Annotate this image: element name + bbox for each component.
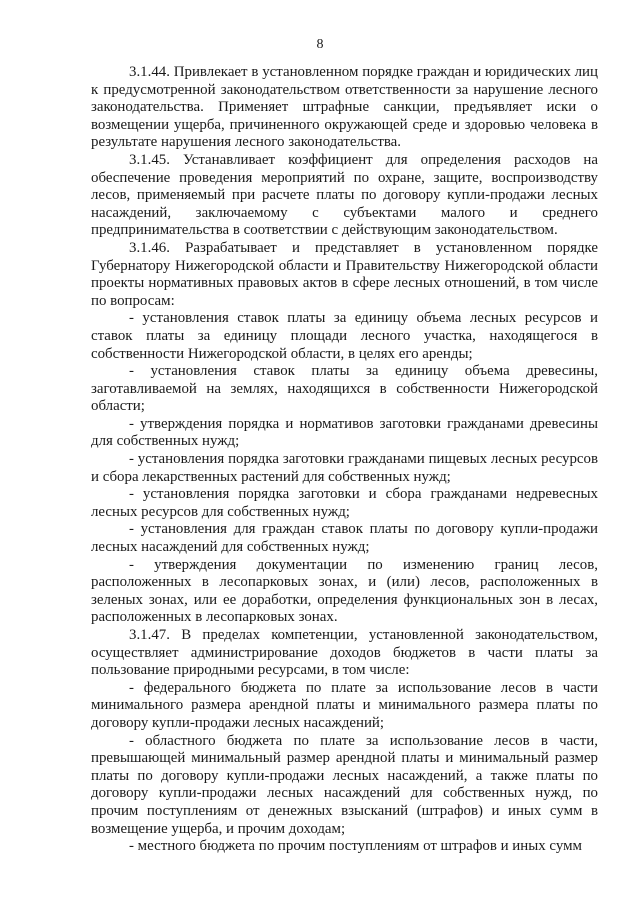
- list-item-non-timber-resources-order: - установления порядка заготовки и сбора гражданами недревесных лесных ресурсов для собственных нужд;: [91, 486, 598, 520]
- document-body: [91, 64, 598, 856]
- list-item-citizen-payment-rates: - установления для граждан ставок платы по договору купли-продажи лесных насаждений для собственных нужд;: [91, 521, 598, 556]
- paragraph-3-1-47: 3.1.47. В пределах компетенции, установленной законодательством, осуществляет администрирование доходов бюджетов в части платы за пользование природными ресурсами, в том числе:: [91, 627, 598, 679]
- page-number: 8: [316, 37, 324, 52]
- list-item-local-budget: - местного бюджета по прочим поступлениям от штрафов и иных сумм: [129, 838, 582, 855]
- paragraph-3-1-45: 3.1.45. Устанавливает коэффициент для определения расходов на обеспечение проведения мероприятий по охране, защите, воспроизводству лесов, применяемый при расчете платы по договору купли-продажи лесных насаждений, заключаемому с субъектами малого и среднего предпринимательства в соответствии с действующим законодательством.: [91, 151, 598, 239]
- list-item-regional-budget: - областного бюджета по плате за использование лесов в части, превышающей минимальный размер арендной платы и минимальный размер платы по договору купли-продажи лесных насаждений, а также платы по договору купли-продажи лесных насаждений для собственных нужд, по прочим поступлениям от денежных взысканий (штрафов) и иных сумм в возмещение ущерба, и прочим доходам;: [91, 732, 598, 837]
- list-item-timber-rates: - установления ставок платы за единицу объема древесины, заготавливаемой на землях, находящихся в собственности Нижегородской области;: [91, 363, 598, 415]
- paragraph-3-1-46: 3.1.46. Разрабатывает и представляет в установленном порядке Губернатору Нижегородской области и Правительству Нижегородской области проекты нормативных правовых актов в сфере лесных отношений, в том числе по вопросам:: [91, 239, 598, 309]
- list-item-forest-resource-rates: - установления ставок платы за единицу объема лесных ресурсов и ставок платы за единицу площади лесного участка, находящегося в собственности Нижегородской области, в целях его аренды;: [91, 310, 598, 362]
- list-item-forest-boundary-documentation: - утверждения документации по изменению границ лесов, расположенных в лесопарковых зонах, и (или) лесов, расположенных в зеленых зонах, или ее доработки, определения функциональных зон в лесах, расположенных в лесопарковых зонах.: [91, 556, 598, 626]
- paragraph-3-1-44: 3.1.44. Привлекает в установленном порядке граждан и юридических лиц к предусмотренной законодательством ответственности за нарушение лесного законодательства. Применяет штрафные санкции, предъявляет иски о возмещении ущерба, причиненного окружающей среде и здоровью человека в результате нарушения лесного законодательства.: [91, 64, 598, 151]
- list-item-federal-budget: - федерального бюджета по плате за использование лесов в части минимального размера арендной платы и минимального размера платы по договору купли-продажи лесных насаждений;: [91, 679, 598, 731]
- list-item-food-resources-order: - установления порядка заготовки гражданами пищевых лесных ресурсов и сбора лекарственных растений для собственных нужд;: [91, 451, 598, 485]
- list-item-timber-harvesting-norms: - утверждения порядка и нормативов заготовки гражданами древесины для собственных нужд;: [91, 415, 598, 450]
